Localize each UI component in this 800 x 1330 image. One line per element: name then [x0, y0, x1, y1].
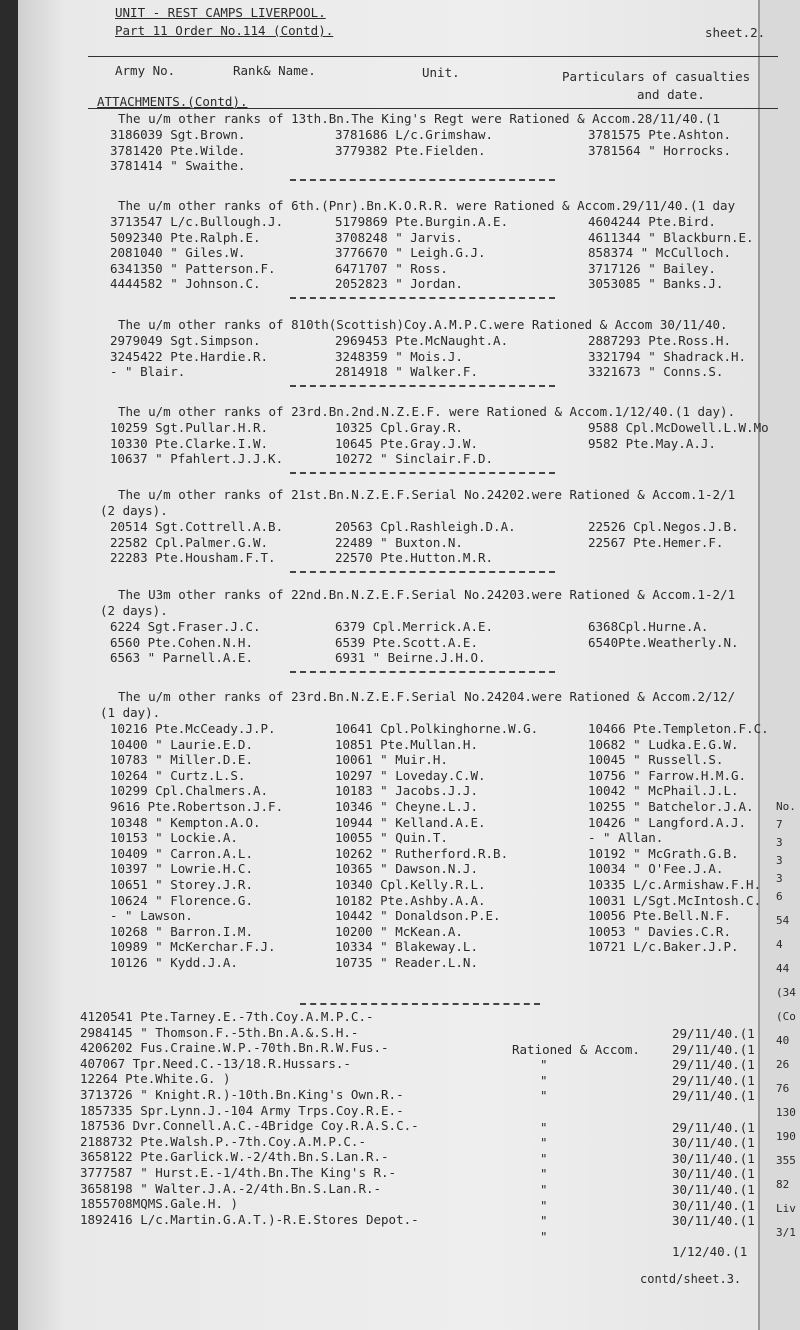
ration-date: 29/11/40.(1 — [672, 1072, 755, 1088]
personnel-entry: 22567 Pte.Hemer.F. — [588, 534, 724, 550]
individual-entry: 12264 Pte.White.G. ) — [80, 1071, 231, 1087]
margin-note: 40 — [776, 1034, 790, 1047]
personnel-entry: 5179869 Pte.Burgin.A.E. — [335, 214, 509, 229]
rationed-status: " — [540, 1072, 548, 1088]
personnel-entry: 22526 Cpl.Negos.J.B. — [588, 519, 739, 534]
col-particulars: Particulars of casualties — [562, 69, 751, 84]
personnel-entry: 6379 Cpl.Merrick.A.E. — [335, 619, 494, 634]
personnel-entry: 2979049 Sgt.Simpson. — [110, 333, 261, 348]
personnel-entry: 10297 " Loveday.C.W. — [335, 767, 486, 783]
personnel-entry: 858374 " McCulloch. — [588, 245, 731, 261]
personnel-entry: 10409 " Carron.A.L. — [110, 845, 253, 861]
col-date: and date. — [637, 87, 705, 102]
personnel-entry: 10334 " Blakeway.L. — [335, 939, 478, 955]
personnel-entry: 6931 " Beirne.J.H.O. — [335, 650, 486, 666]
individual-entry: 1855708MQMS.Gale.H. ) — [80, 1196, 239, 1212]
personnel-entry: 3053085 " Banks.J. — [588, 276, 724, 292]
personnel-entry: 10851 Pte.Mullan.H. — [335, 736, 478, 752]
personnel-entry: 10034 " O'Fee.J.A. — [588, 861, 724, 877]
margin-note: 7 — [776, 818, 783, 831]
group-separator — [290, 385, 555, 387]
rationed-status: " — [540, 1166, 548, 1182]
group-heading: The u/m other ranks of 6th.(Pnr).Bn.K.O.R.R. were Rationed & Accom.29/11/40.(1 day — [118, 198, 736, 213]
personnel-entry: 10466 Pte.Templeton.F.C. — [588, 721, 769, 736]
personnel-entry: 9588 Cpl.McDowell.L.W.Mo — [588, 420, 769, 435]
personnel-entry: 3321794 " Shadrack.H. — [588, 348, 747, 364]
group-heading: The u/m other ranks of 13th.Bn.The King's Regt were Rationed & Accom.28/11/40.(1 — [118, 111, 721, 126]
personnel-entry: 4604244 Pte.Bird. — [588, 214, 716, 229]
personnel-entry: 10335 L/c.Armishaw.F.H. — [588, 877, 762, 892]
personnel-entry: 10783 " Miller.D.E. — [110, 752, 253, 768]
individual-entry: 3658122 Pte.Garlick.W.-2/4th.Bn.S.Lan.R.- — [80, 1149, 389, 1165]
rationed-status: " — [540, 1228, 548, 1244]
rationed-status: " — [540, 1088, 548, 1104]
individual-entry: 187536 Dvr.Connell.A.C.-4Bridge Coy.R.A.S.C.- — [80, 1118, 419, 1134]
ration-date: 29/11/40.(1 — [672, 1041, 755, 1057]
personnel-entry: 2081040 " Giles.W. — [110, 245, 246, 261]
personnel-entry: 10061 " Muir.H. — [335, 752, 448, 768]
personnel-entry: 10944 " Kelland.A.E. — [335, 814, 486, 830]
margin-note: 44 — [776, 962, 790, 975]
personnel-entry: 10365 " Dawson.N.J. — [335, 861, 478, 877]
individual-entry: 4206202 Fus.Craine.W.P.-70th.Bn.R.W.Fus.- — [80, 1040, 389, 1056]
personnel-entry: 3781414 " Swaithe. — [110, 158, 246, 174]
margin-note: 82 — [776, 1178, 790, 1191]
personnel-entry: 6560 Pte.Cohen.N.H. — [110, 634, 253, 650]
personnel-entry: 10325 Cpl.Gray.R. — [335, 420, 463, 435]
col-unit: Unit. — [422, 65, 460, 80]
personnel-entry: 10259 Sgt.Pullar.H.R. — [110, 420, 269, 435]
ration-date: 30/11/40.(1 — [672, 1213, 755, 1229]
personnel-entry: 3186039 Sgt.Brown. — [110, 127, 246, 142]
margin-note: 6 — [776, 890, 783, 903]
personnel-entry: 3321673 " Conns.S. — [588, 364, 724, 380]
group-heading: The U3m other ranks of 22nd.Bn.N.Z.E.F.Serial No.24203.were Rationed & Accom.1-2/1 — [118, 587, 736, 602]
individual-entry: 2984145 " Thomson.F.-5th.Bn.A.&.S.H.- — [80, 1024, 359, 1040]
rationed-status: " — [540, 1150, 548, 1166]
personnel-entry: 10216 Pte.McCeady.J.P. — [110, 721, 276, 736]
personnel-entry: 22570 Pte.Hutton.M.R. — [335, 550, 494, 566]
individual-entry: 1892416 L/c.Martin.G.A.T.)-R.E.Stores Depot.- — [80, 1211, 419, 1227]
personnel-entry: 10053 " Davies.C.R. — [588, 923, 731, 939]
ration-date: 30/11/40.(1 — [672, 1197, 755, 1213]
col-rank-name: Rank& Name. — [233, 63, 316, 78]
margin-note: 3/1 — [776, 1226, 796, 1239]
personnel-entry: 10330 Pte.Clarke.I.W. — [110, 435, 269, 451]
personnel-entry: 10255 " Batchelor.J.A. — [588, 799, 754, 814]
margin-note: 54 — [776, 914, 790, 927]
personnel-entry: 10183 " Jacobs.J.J. — [335, 783, 478, 799]
group-separator — [300, 1003, 540, 1005]
personnel-entry: 10192 " McGrath.G.B. — [588, 845, 739, 861]
individual-entry: 3777587 " Hurst.E.-1/4th.Bn.The King's R.- — [80, 1165, 397, 1180]
rationed-status: " — [540, 1135, 548, 1151]
personnel-entry: 6224 Sgt.Fraser.J.C. — [110, 619, 261, 634]
individual-entry: 3713726 " Knight.R.)-10th.Bn.King's Own.R.- — [80, 1087, 404, 1102]
personnel-entry: 10637 " Pfahlert.J.J.K. — [110, 451, 284, 467]
personnel-entry: 10645 Pte.Gray.J.W. — [335, 435, 478, 451]
margin-note: 3 — [776, 854, 783, 867]
rationed-status: " — [540, 1197, 548, 1213]
personnel-entry: 10200 " McKean.A. — [335, 923, 463, 939]
personnel-entry: 10126 " Kydd.J.A. — [110, 955, 238, 970]
personnel-entry: 4611344 " Blackburn.E. — [588, 229, 754, 245]
group-separator — [290, 297, 555, 299]
margin-note: Liv — [776, 1202, 796, 1215]
continued-note: contd/sheet.3. — [640, 1272, 742, 1286]
margin-note: 190 — [776, 1130, 796, 1143]
personnel-entry: 3245422 Pte.Hardie.R. — [110, 348, 269, 364]
personnel-entry: 3776670 " Leigh.G.J. — [335, 245, 486, 261]
personnel-entry: 10721 L/c.Baker.J.P. — [588, 939, 739, 955]
personnel-entry: 10397 " Lowrie.H.C. — [110, 861, 253, 877]
personnel-entry: 10756 " Farrow.H.M.G. — [588, 767, 747, 783]
rationed-status: " — [540, 1057, 548, 1073]
personnel-entry: 2052823 " Jordan. — [335, 276, 463, 292]
individual-entry: 1857335 Spr.Lynn.J.-104 Army Trps.Coy.R.E.- — [80, 1102, 404, 1118]
group-separator — [290, 179, 555, 181]
personnel-entry: 10264 " Curtz.L.S. — [110, 767, 246, 783]
personnel-entry: 3781564 " Horrocks. — [588, 142, 731, 158]
unit-title: UNIT - REST CAMPS LIVERPOOL. — [115, 5, 326, 20]
individual-entry: 2188732 Pte.Walsh.P.-7th.Coy.A.M.P.C.- — [80, 1133, 366, 1149]
personnel-entry: 10426 " Langford.A.J. — [588, 814, 747, 830]
personnel-entry: - " Blair. — [110, 364, 186, 380]
personnel-entry: - " Allan. — [588, 830, 664, 846]
personnel-entry: 10153 " Lockie.A. — [110, 830, 238, 846]
group-heading: (2 days). — [100, 603, 168, 618]
margin-note: 26 — [776, 1058, 790, 1071]
personnel-entry: 2887293 Pte.Ross.H. — [588, 333, 731, 348]
personnel-entry: 3708248 " Jarvis. — [335, 229, 463, 245]
ration-date: 29/11/40.(1 — [672, 1057, 755, 1073]
ration-date: 29/11/40.(1 — [672, 1026, 755, 1041]
margin-note: 76 — [776, 1082, 790, 1095]
rationed-status: Rationed & Accom. — [512, 1041, 640, 1057]
personnel-entry: 10031 L/Sgt.McIntosh.C. — [588, 892, 762, 908]
margin-note: 3 — [776, 836, 783, 849]
group-separator — [290, 571, 555, 573]
ration-date: 30/11/40.(1 — [672, 1135, 755, 1151]
personnel-entry: 3781575 Pte.Ashton. — [588, 127, 731, 142]
personnel-entry: 10268 " Barron.I.M. — [110, 923, 253, 939]
personnel-entry: 6540Pte.Weatherly.N. — [588, 634, 739, 650]
margin-note: (Co — [776, 1010, 796, 1023]
personnel-entry: 6368Cpl.Hurne.A. — [588, 619, 709, 634]
individual-entry: 407067 Tpr.Need.C.-13/18.R.Hussars.- — [80, 1055, 351, 1071]
margin-note: (34 — [776, 986, 796, 999]
personnel-entry: 20563 Cpl.Rashleigh.D.A. — [335, 519, 516, 534]
group-separator — [290, 472, 555, 474]
personnel-entry: 9616 Pte.Robertson.J.F. — [110, 799, 284, 814]
personnel-entry: 22582 Cpl.Palmer.G.W. — [110, 534, 269, 550]
personnel-entry: 10624 " Florence.G. — [110, 892, 253, 908]
rationed-status: " — [540, 1182, 548, 1197]
order-number: Part 11 Order No.114 (Contd). — [115, 23, 334, 38]
personnel-entry: 10340 Cpl.Kelly.R.L. — [335, 877, 486, 892]
personnel-entry: 9582 Pte.May.A.J. — [588, 435, 716, 451]
group-heading: (2 days). — [100, 503, 168, 518]
individual-entry: 4120541 Pte.Tarney.E.-7th.Coy.A.M.P.C.- — [80, 1009, 374, 1024]
personnel-entry: 3713547 L/c.Bullough.J. — [110, 214, 284, 229]
personnel-entry: 10262 " Rutherford.R.B. — [335, 845, 509, 861]
col-army-no: Army No. — [115, 63, 176, 78]
personnel-entry: 6341350 " Patterson.F. — [110, 260, 276, 276]
group-separator — [290, 671, 555, 673]
personnel-entry: 5092340 Pte.Ralph.E. — [110, 229, 261, 245]
personnel-entry: 10045 " Russell.S. — [588, 752, 724, 768]
section-attachments: ATTACHMENTS.(Contd). — [97, 94, 248, 109]
sheet-number: sheet.2. — [705, 25, 766, 40]
individual-entry: 3658198 " Walter.J.A.-2/4th.Bn.S.Lan.R.- — [80, 1180, 382, 1196]
ration-date: 29/11/40.(1 — [672, 1119, 755, 1135]
personnel-entry: 22283 Pte.Housham.F.T. — [110, 550, 276, 566]
ration-date: 30/11/40.(1 — [672, 1166, 755, 1182]
personnel-entry: 6539 Pte.Scott.A.E. — [335, 634, 478, 650]
personnel-entry: 6563 " Parnell.A.E. — [110, 650, 253, 666]
group-heading: The u/m other ranks of 810th(Scottish)Coy.A.M.P.C.were Rationed & Accom 30/11/40. — [118, 317, 728, 332]
personnel-entry: 3781420 Pte.Wilde. — [110, 142, 246, 158]
rationed-status: " — [540, 1213, 548, 1229]
personnel-entry: 3717126 " Bailey. — [588, 260, 716, 276]
personnel-entry: 6471707 " Ross. — [335, 260, 448, 276]
personnel-entry: 20514 Sgt.Cottrell.A.B. — [110, 519, 284, 534]
personnel-entry: 3248359 " Mois.J. — [335, 348, 463, 364]
personnel-entry: 22489 " Buxton.N. — [335, 534, 463, 550]
personnel-entry: 10055 " Quin.T. — [335, 830, 448, 846]
rationed-status: " — [540, 1119, 548, 1135]
ration-date: 1/12/40.(1 — [672, 1244, 748, 1260]
personnel-entry: 2814918 " Walker.F. — [335, 364, 478, 380]
group-heading: The u/m other ranks of 23rd.Bn.N.Z.E.F.Serial No.24204.were Rationed & Accom.2/12/ — [118, 689, 736, 704]
personnel-entry: 10989 " McKerchar.F.J. — [110, 939, 276, 955]
personnel-entry: 10442 " Donaldson.P.E. — [335, 908, 501, 924]
personnel-entry: 10735 " Reader.L.N. — [335, 955, 478, 970]
personnel-entry: 10400 " Laurie.E.D. — [110, 736, 253, 752]
personnel-entry: 10346 " Cheyne.L.J. — [335, 799, 478, 814]
ration-date: 30/11/40.(1 — [672, 1182, 755, 1197]
personnel-entry: 10272 " Sinclair.F.D. — [335, 451, 494, 467]
group-heading: The u/m other ranks of 21st.Bn.N.Z.E.F.Serial No.24202.were Rationed & Accom.1-2/1 — [118, 487, 736, 502]
header-rule — [88, 56, 778, 57]
group-heading: The u/m other ranks of 23rd.Bn.2nd.N.Z.E.F. were Rationed & Accom.1/12/40.(1 day). — [118, 404, 736, 419]
personnel-entry: 3779382 Pte.Fielden. — [335, 142, 486, 158]
margin-note: 3 — [776, 872, 783, 885]
ration-date: 30/11/40.(1 — [672, 1150, 755, 1166]
personnel-entry: 3781686 L/c.Grimshaw. — [335, 127, 494, 142]
personnel-entry: 10056 Pte.Bell.N.F. — [588, 908, 731, 924]
margin-note: No. — [776, 800, 796, 813]
personnel-entry: 10042 " McPhail.J.L. — [588, 783, 739, 799]
group-heading: (1 day). — [100, 705, 161, 720]
personnel-entry: 10651 " Storey.J.R. — [110, 877, 253, 892]
personnel-entry: 10182 Pte.Ashby.A.A. — [335, 892, 486, 908]
margin-note: 130 — [776, 1106, 796, 1119]
margin-note: 4 — [776, 938, 783, 951]
personnel-entry: 10682 " Ludka.E.G.W. — [588, 736, 739, 752]
personnel-entry: 4444582 " Johnson.C. — [110, 276, 261, 292]
personnel-entry: 10299 Cpl.Chalmers.A. — [110, 783, 269, 799]
personnel-entry: 10641 Cpl.Polkinghorne.W.G. — [335, 721, 539, 736]
personnel-entry: 2969453 Pte.McNaught.A. — [335, 333, 509, 348]
personnel-entry: 10348 " Kempton.A.O. — [110, 814, 261, 830]
personnel-entry: - " Lawson. — [110, 908, 193, 924]
margin-note: 355 — [776, 1154, 796, 1167]
ration-date: 29/11/40.(1 — [672, 1088, 755, 1104]
